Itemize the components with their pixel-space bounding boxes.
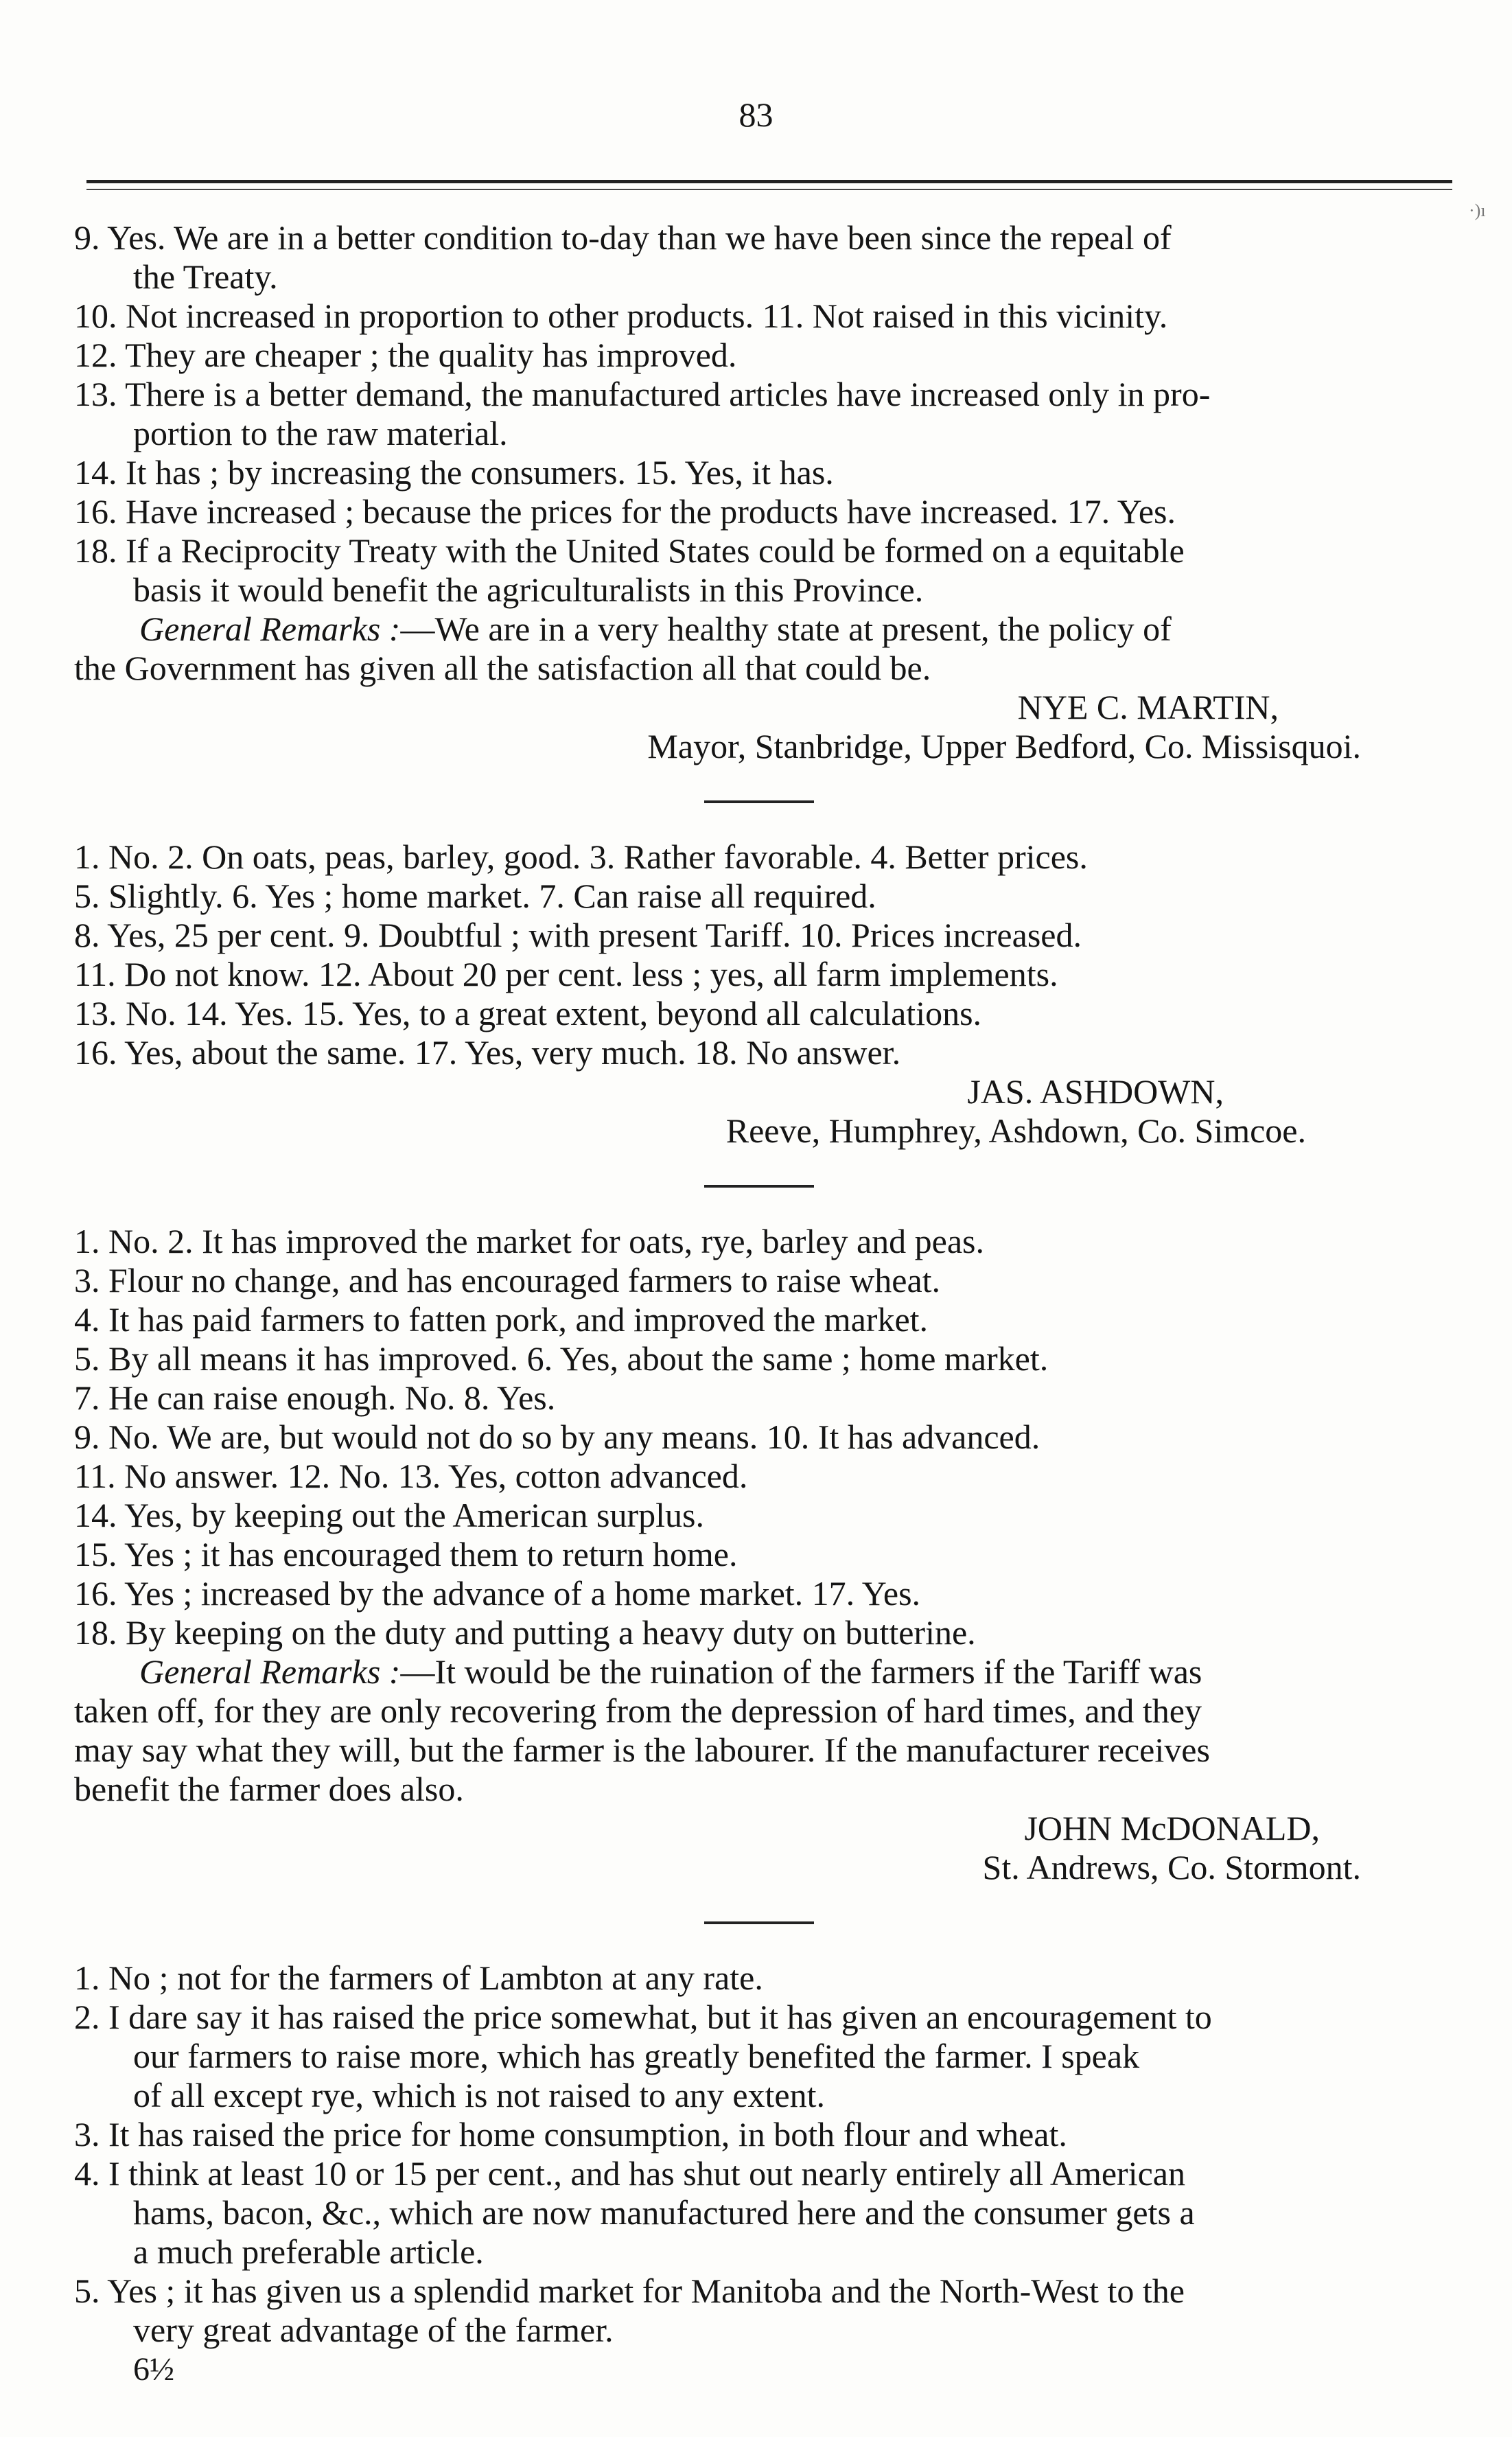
answer-line: 1. No. 2. On oats, peas, barley, good. 3. Rather favorable. 4. Better prices.	[74, 838, 1088, 876]
answer-line: 10. Not increased in proportion to other products. 11. Not raised in this vicinity.	[74, 297, 1168, 335]
answer-line: 16. Yes, about the same. 17. Yes, very much. 18. No answer.	[74, 1033, 901, 1072]
response-block-4	[74, 1959, 1443, 2389]
section-separator	[704, 800, 814, 803]
answer-line: basis it would benefit the agriculturalists in this Province.	[133, 570, 924, 609]
section-separator	[704, 1921, 814, 1924]
general-remarks	[74, 1652, 1443, 1691]
remarks-continuation: benefit the farmer does also.	[74, 1770, 464, 1808]
answer-line: 18. By keeping on the duty and putting a heavy duty on butterine.	[74, 1613, 976, 1652]
answer-line: 13. There is a better demand, the manufactured articles have increased only in pro-	[74, 375, 1211, 413]
answer-line: portion to the raw material.	[133, 414, 508, 452]
answer-line: the Treaty.	[133, 257, 278, 296]
answer-line: 5. By all means it has improved. 6. Yes, about the same ; home market.	[74, 1339, 1049, 1378]
remarks-continuation: taken off, for they are only recovering from the depression of hard times, and they	[74, 1691, 1202, 1730]
answer-line: 5. Yes ; it has given us a splendid market for Manitoba and the North-West to the	[74, 2272, 1185, 2310]
answer-line: 3. It has raised the price for home consumption, in both flour and wheat.	[74, 2115, 1067, 2153]
answer-line: 2. I dare say it has raised the price somewhat, but it has given an encouragement to	[74, 1998, 1212, 2036]
answer-line: 15. Yes ; it has encouraged them to return home.	[74, 1535, 738, 1573]
answer-line: 14. Yes, by keeping out the American surplus.	[74, 1496, 704, 1534]
top-rule-thin	[86, 189, 1452, 190]
answer-line: hams, bacon, &c., which are now manufactured here and the consumer gets a	[133, 2193, 1195, 2232]
answer-line: 1. No ; not for the farmers of Lambton at any rate.	[74, 1959, 763, 1997]
remarks-label: General Remarks :	[139, 610, 401, 648]
answer-line: 9. No. We are, but would not do so by any means. 10. It has advanced.	[74, 1418, 1040, 1456]
page-content	[74, 218, 1443, 2389]
answer-line: 7. He can raise enough. No. 8. Yes.	[74, 1378, 556, 1417]
answer-line: 13. No. 14. Yes. 15. Yes, to a great extent, beyond all calculations.	[74, 994, 982, 1032]
response-block-1	[74, 218, 1443, 766]
answer-line: of all except rye, which is not raised to any extent.	[133, 2076, 826, 2114]
signature: JAS. ASHDOWN,	[967, 1072, 1224, 1111]
remarks-continuation: the Government has given all the satisfaction all that could be.	[74, 649, 931, 687]
remarks-text: —It would be the ruination of the farmers if the Tariff was	[400, 1652, 1202, 1691]
answer-line: 4. It has paid farmers to fatten pork, and improved the market.	[74, 1300, 929, 1339]
answer-line: 12. They are cheaper ; the quality has improved.	[74, 336, 737, 374]
signature-title: St. Andrews, Co. Stormont.	[982, 1848, 1361, 1886]
response-block-2	[74, 838, 1443, 1151]
answer-line: 18. If a Reciprocity Treaty with the United States could be formed on a equitable	[74, 531, 1185, 570]
top-rule	[86, 180, 1452, 183]
answer-line: 3. Flour no change, and has encouraged farmers to raise wheat.	[74, 1261, 941, 1300]
answer-line: 1. No. 2. It has improved the market for oats, rye, barley and peas.	[74, 1222, 984, 1260]
signature-title: Mayor, Stanbridge, Upper Bedford, Co. Missisquoi.	[647, 727, 1361, 765]
answer-line: 4. I think at least 10 or 15 per cent., and has shut out nearly entirely all American	[74, 2154, 1185, 2193]
general-remarks	[74, 610, 1443, 649]
remarks-label: General Remarks :	[139, 1652, 401, 1691]
answer-line: 14. It has ; by increasing the consumers. 15. Yes, it has.	[74, 453, 834, 492]
response-block-3	[74, 1222, 1443, 1887]
signature: NYE C. MARTIN,	[1017, 688, 1279, 726]
stray-mark: ·)ı	[1469, 200, 1486, 220]
remarks-continuation: may say what they will, but the farmer is the labourer. If the manufacturer receives	[74, 1731, 1210, 1769]
answer-line: 11. No answer. 12. No. 13. Yes, cotton advanced.	[74, 1457, 748, 1495]
answer-line: very great advantage of the farmer.	[133, 2311, 614, 2349]
answer-line: a much preferable article.	[133, 2232, 484, 2271]
signature: JOHN McDONALD,	[1024, 1809, 1320, 1847]
answer-line: 11. Do not know. 12. About 20 per cent. less ; yes, all farm implements.	[74, 955, 1058, 993]
answer-line: 16. Yes ; increased by the advance of a home market. 17. Yes.	[74, 1574, 921, 1613]
page-number: 83	[738, 95, 774, 134]
signature-mark: 6½	[133, 2351, 174, 2388]
answer-line: 9. Yes. We are in a better condition to-day than we have been since the repeal of	[74, 218, 1172, 257]
answer-line: 5. Slightly. 6. Yes ; home market. 7. Can raise all required.	[74, 877, 876, 915]
answer-line: 16. Have increased ; because the prices for the products have increased. 17. Yes.	[74, 492, 1176, 531]
answer-line: our farmers to raise more, which has greatly benefited the farmer. I speak	[133, 2037, 1140, 2075]
section-separator	[704, 1185, 814, 1188]
signature-title: Reeve, Humphrey, Ashdown, Co. Simcoe.	[725, 1111, 1306, 1150]
remarks-text: —We are in a very healthy state at present, the policy of	[400, 610, 1172, 648]
answer-line: 8. Yes, 25 per cent. 9. Doubtful ; with present Tariff. 10. Prices increased.	[74, 916, 1082, 954]
